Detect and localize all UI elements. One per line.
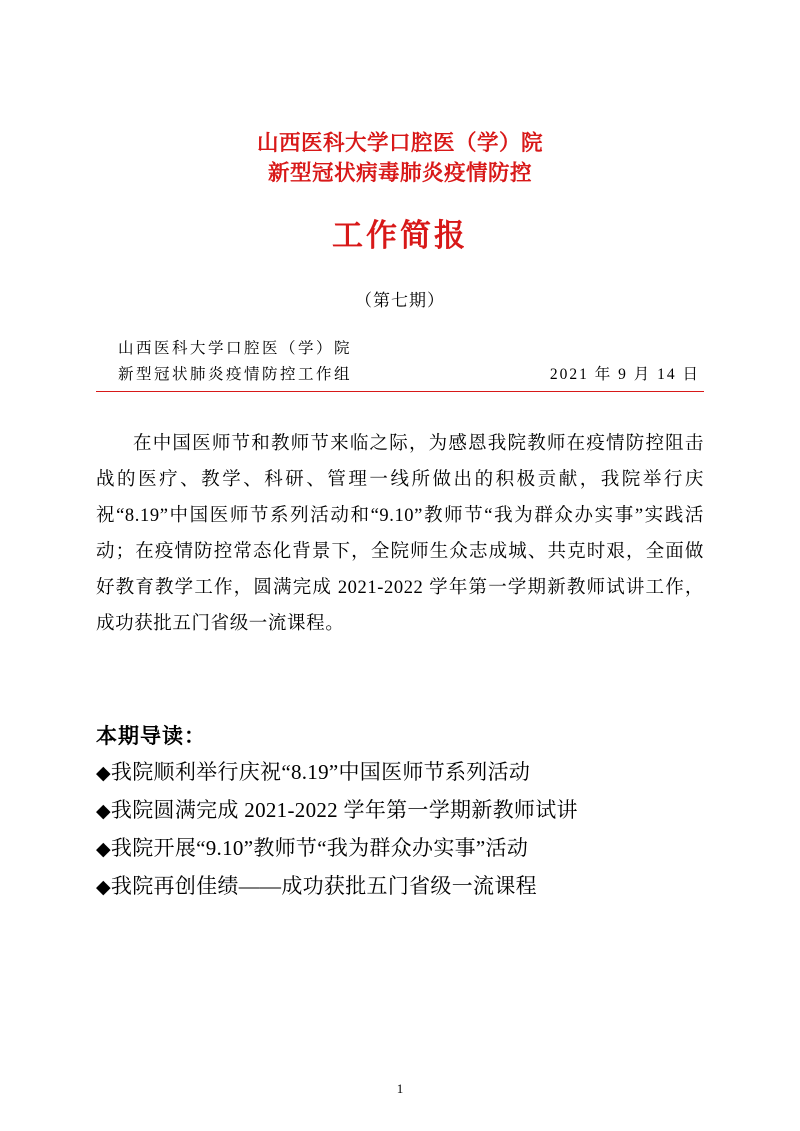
masthead (96, 0, 704, 314)
issuer-block (96, 336, 704, 392)
list-item (96, 754, 704, 792)
page-title: 工作简报 (332, 218, 468, 253)
diamond-bullet-icon: ◆ (96, 839, 111, 860)
masthead-line-2: 新型冠状病毒肺炎疫情防控 (267, 161, 532, 185)
issue-date: 2021 年 9 月 14 日 (549, 366, 700, 383)
contents-section (96, 720, 704, 906)
list-item-label: 我院顺利举行庆祝“8.19”中国医师节系列活动 (110, 760, 531, 784)
diamond-bullet-icon: ◆ (96, 801, 111, 822)
list-item-label: 我院圆满完成 2021-2022 学年第一学期新教师试讲 (110, 798, 578, 822)
issuer-row-2 (96, 362, 704, 392)
diamond-bullet-icon: ◆ (96, 763, 111, 784)
lead-paragraph: 在中国医师节和教师节来临之际，为感恩我院教师在疫情防控阻击战的医疗、教学、科研、管理一线所做出的积极贡献，我院举行庆祝“8.19”中国医师节系列活动和“9.10”教师节“我为群众办实事”实践活动；在疫情防控常态化背景下，全院师生众志成城、共克时艰，全面做好教育教学工作，圆满完成 2021-2022 学年第一学期新教师试讲工作，成功获批五门省级一流课程。 (96, 434, 704, 634)
issuer-org-line-1: 山西医科大学口腔医（学）院 (118, 340, 353, 357)
issue-number: （第七期） (355, 291, 445, 310)
masthead-line-1: 山西医科大学口腔医（学）院 (256, 131, 543, 155)
list-item (96, 830, 704, 868)
diamond-bullet-icon: ◆ (96, 877, 111, 898)
page-footer (0, 1081, 800, 1097)
issuer-org-line-2: 新型冠状肺炎疫情防控工作组 (118, 366, 353, 383)
page-number: 1 (396, 1081, 404, 1096)
list-item-label: 我院再创佳绩——成功获批五门省级一流课程 (110, 874, 537, 898)
list-item (96, 868, 704, 906)
contents-heading: 本期导读： (96, 725, 206, 748)
list-item-label: 我院开展“9.10”教师节“我为群众办实事”活动 (110, 836, 529, 860)
list-item (96, 792, 704, 830)
